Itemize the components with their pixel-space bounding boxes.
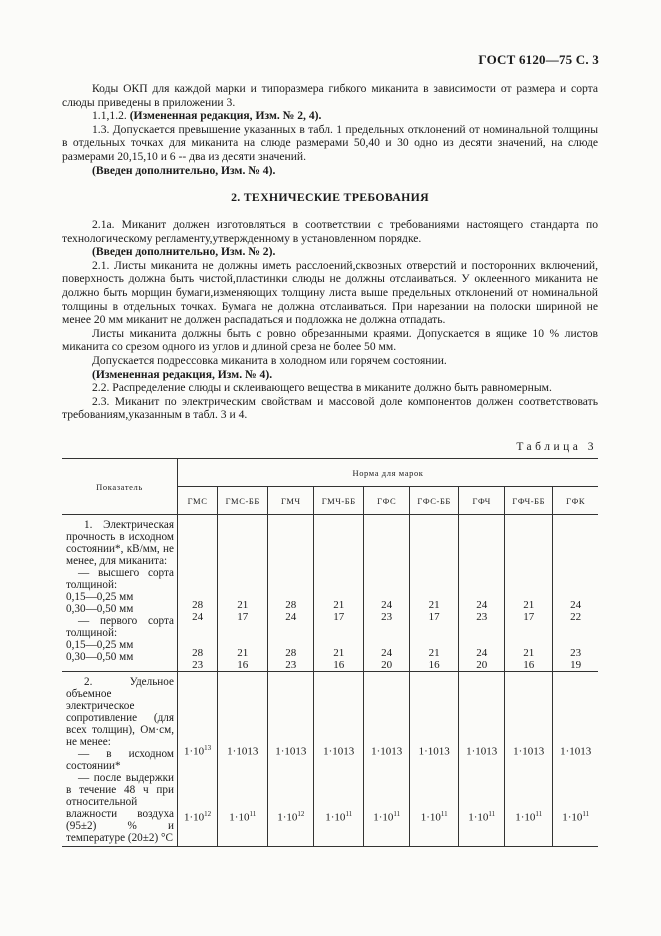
mark-header: ГФК	[553, 487, 598, 515]
paragraph-pressing: Допускается подрессовка миканита в холодном или горячем состоянии.	[92, 353, 447, 367]
mark-header: ГМЧ-ББ	[314, 487, 364, 515]
value-cell: 1·1013 $1\cdot 10^{11}$	[218, 672, 268, 847]
amendment-note: (Введен дополнительно, Изм. № 4).	[92, 163, 276, 177]
table-row	[62, 672, 598, 847]
amendment-note: (Измененная редакция, Изм. № 2, 4).	[129, 109, 322, 123]
value-cell: $1\cdot 10^{13}$ $1\cdot 10^{12}$	[178, 672, 218, 847]
value-cell: 21 17 21 16	[410, 515, 459, 672]
mark-header: ГФЧ-ББ	[505, 487, 553, 515]
value-cell: 1·1013 $1\cdot 10^{11}$	[505, 672, 553, 847]
section-title: 2. ТЕХНИЧЕСКИЕ ТРЕБОВАНИЯ	[231, 190, 429, 204]
paragraph-2-3: 2.3. Миканит по электрическим свойствам и массовой доле компонентов должен соответствовать требованиям,указанным в табл. 3 и 4.	[62, 394, 598, 422]
amendment-note: (Введен дополнительно, Изм. № 2).	[92, 245, 276, 259]
value-cell: 24 23 24 20	[364, 515, 410, 672]
mark-header: ГМЧ	[268, 487, 314, 515]
mark-header: ГМС-ББ	[218, 487, 268, 515]
section-text	[62, 218, 598, 422]
col-norm: Норма для марок	[178, 459, 599, 487]
paragraph-2-1: 2.1. Листы миканита не должны иметь расслоений,сквозных отверстий и посторонних включений, поверхность должна быть чистой,пластинки слюды не должны отслаиваться. У оклеенного миканита не должно быть морщин бумаги,изменяющих толщину листа выше предельных отклонений от номинальной толщины в отдельных точках. Бумага не должна отслаиваться. При нарезании на полоски шириной не менее 20 мм миканит не должен распадаться и подложка не должна отпадать.	[62, 258, 598, 327]
value-cell: 28 24 28 23	[268, 515, 314, 672]
paragraph-2-2: 2.2. Распределение слюды и склеивающего вещества в миканите должно быть равномерным.	[92, 381, 552, 395]
paragraph-1-1: 1.1,1.2. (Измененная редакция, Изм. № 2, 4).	[92, 109, 322, 123]
value-cell: 1·1013 $1\cdot 10^{11}$	[553, 672, 598, 847]
paragraph-okp: Коды ОКП для каждой марки и типоразмера гибкого миканита в зависимости от размера и сорта слюды приведены в приложении 3.	[62, 82, 598, 109]
value-cell: 1·1013 $1\cdot 10^{11}$	[364, 672, 410, 847]
mark-header: ГФЧ	[459, 487, 505, 515]
value-cell: 1·1013 $1\cdot 10^{11}$	[459, 672, 505, 847]
value-cell: 28 24 28 23	[178, 515, 218, 672]
mark-header: ГМС	[178, 487, 218, 515]
indicator-cell: 1. Электрическая прочность в исходном состоянии*, кВ/мм, не менее, для миканита: — высшего сорта толщиной: 0,15—0,25 мм 0,30—0,50 мм — первого сорта толщиной: 0,15—0,25 мм 0,30—0,50 мм	[62, 515, 178, 672]
value-cell: 1·1013 $1\cdot 10^{11}$	[314, 672, 364, 847]
col-indicator: Показатель	[62, 459, 178, 515]
paragraph-1-3: 1.3. Допускается превышение указанных в табл. 1 предельных отклонений от номинальной толщины в отдельных точках для миканита на слюде размерами 50,40 и 30 одно из десяти значений, на слюде размерами 20,15,10 и 6 -- два из десяти значений.	[62, 122, 598, 163]
table-row	[62, 515, 598, 672]
mark-header: ГФС	[364, 487, 410, 515]
indicator-cell: 2. Удельное объемное электрическое сопротивление (для всех толщин), Ом·см, не менее: — в исходном состоянии* — после выдержки в течение 48 ч при относительной влажности воздуха (95±2) % и температуре (20±2) °С	[62, 672, 178, 847]
value-cell: 21 17 21 16	[218, 515, 268, 672]
table-label: Таблица 3	[516, 441, 597, 453]
value-cell: 24 23 24 20	[459, 515, 505, 672]
paragraph-sheets: Листы миканита должны быть с ровно обрезанными краями. Допускается в ящике 10 % листов миканита со срезом одного из углов и длиной среза не более 50 мм.	[62, 326, 598, 354]
page-header: ГОСТ 6120—75 С. 3	[478, 52, 599, 67]
paragraph-2-1a: 2.1а. Миканит должен изготовляться в соответствии с требованиями настоящего стандарта по технологическому регламенту,утвержденному в установленном порядке.	[62, 218, 598, 245]
value-cell: 21 17 21 16	[505, 515, 553, 672]
value-cell: 21 17 21 16	[314, 515, 364, 672]
amendment-note: (Измененная редакция, Изм. № 4).	[92, 367, 273, 381]
mark-header: ГФС-ББ	[410, 487, 459, 515]
intro-text	[62, 82, 598, 177]
value-cell: 1·1013 $1\cdot 10^{12}$	[268, 672, 314, 847]
table-3	[62, 458, 598, 847]
value-cell: 24 22 23 19	[553, 515, 598, 672]
value-cell: 1·1013 $1\cdot 10^{11}$	[410, 672, 459, 847]
